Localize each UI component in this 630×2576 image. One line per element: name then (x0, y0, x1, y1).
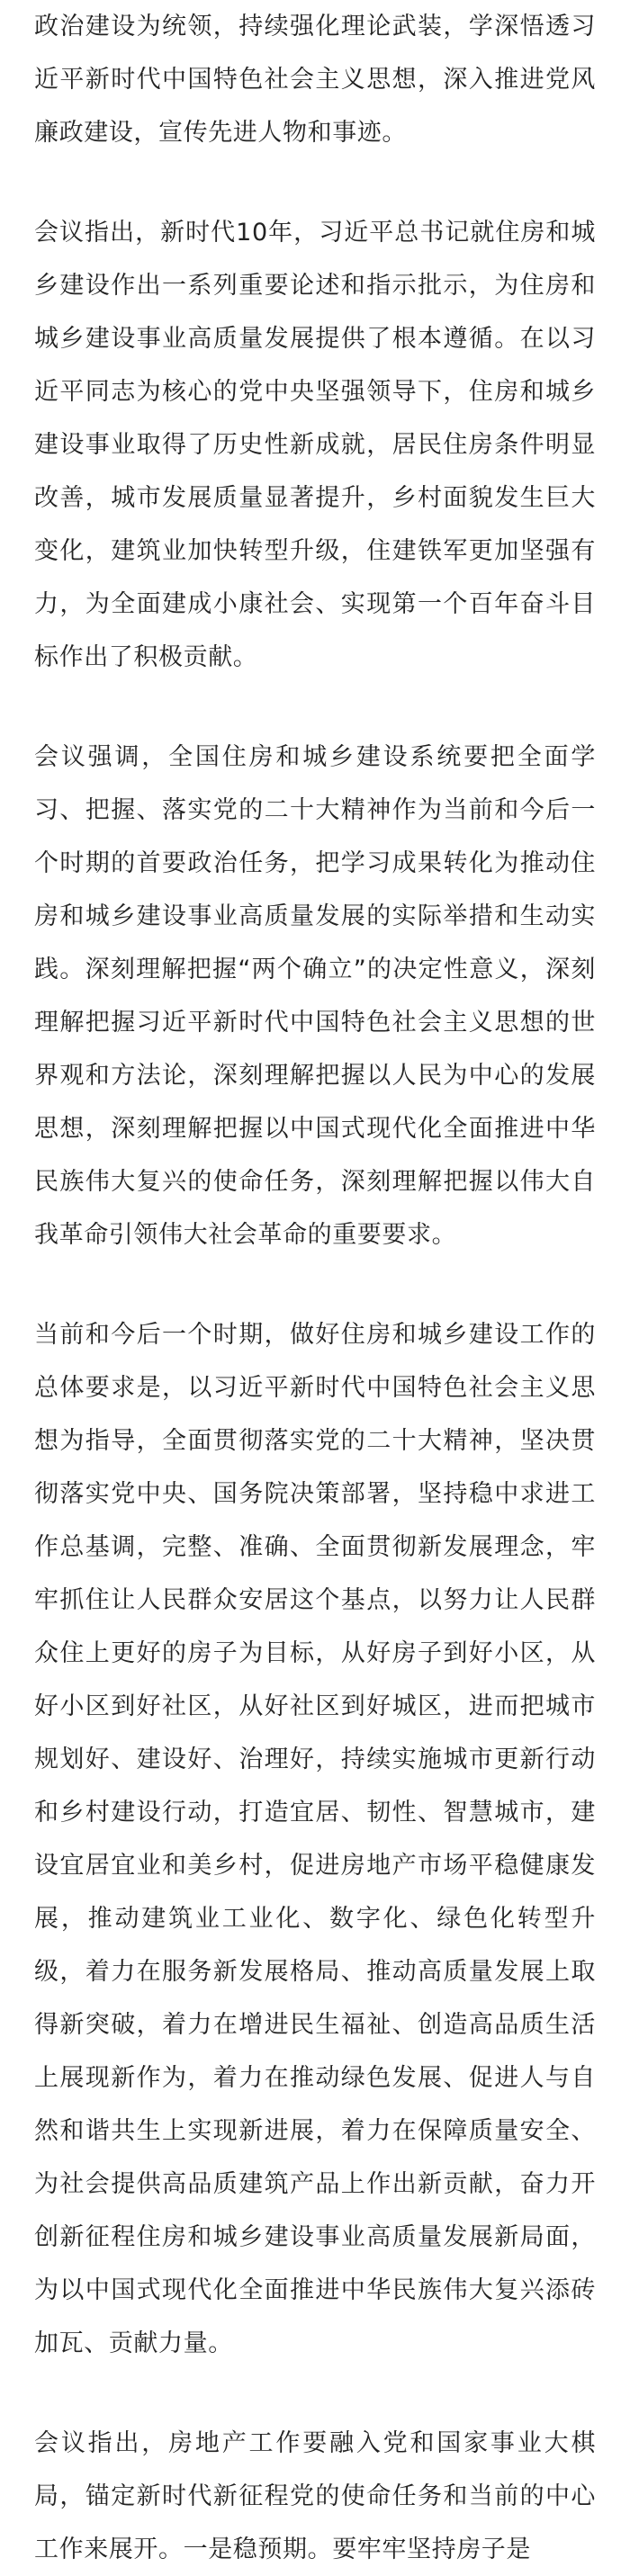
article-paragraph: 会议指出，房地产工作要融入党和国家事业大棋局，锚定新时代新征程党的使命任务和当前的中心工作来展开。一是稳预期。要牢牢坚持房子是 (34, 2429, 596, 2563)
article-paragraph: 会议指出，新时代10年，习近平总书记就住房和城乡建设作出一系列重要论述和指示批示，为住房和城乡建设事业高质量发展提供了根本遵循。在以习近平同志为核心的党中央坚强领导下，住房和城乡建设事业取得了历史性新成就，居民住房条件明显改善，城市发展质量显著提升，乡村面貌发生巨大变化，建筑业加快转型升级，住建铁军更加坚强有力，为全面建成小康社会、实现第一个百年奋斗目标作出了积极贡献。 (34, 219, 596, 671)
article-paragraph: 政治建设为统领，持续强化理论武装，学深悟透习近平新时代中国特色社会主义思想，深入推进党风廉政建设，宣传先进人物和事迹。 (34, 13, 596, 147)
article-paragraph: 会议强调，全国住房和城乡建设系统要把全面学习、把握、落实党的二十大精神作为当前和今后一个时期的首要政治任务，把学习成果转化为推动住房和城乡建设事业高质量发展的实际举措和生动实践。深刻理解把握“两个确立”的决定性意义，深刻理解把握习近平新时代中国特色社会主义思想的世界观和方法论，深刻理解把握以人民为中心的发展思想，深刻理解把握以中国式现代化全面推进中华民族伟大复兴的使命任务，深刻理解把握以伟大自我革命引领伟大社会革命的重要要求。 (34, 743, 596, 1249)
article-paragraph: 当前和今后一个时期，做好住房和城乡建设工作的总体要求是，以习近平新时代中国特色社会主义思想为指导，全面贯彻落实党的二十大精神，坚决贯彻落实党中央、国务院决策部署，坚持稳中求进工作总基调，完整、准确、全面贯彻新发展理念，牢牢抓住让人民群众安居这个基点，以努力让人民群众住上更好的房子为目标，从好房子到好小区，从好小区到好社区，从好社区到好城区，进而把城市规划好、建设好、治理好，持续实施城市更新行动和乡村建设行动，打造宜居、韧性、智慧城市，建设宜居宜业和美乡村，促进房地产市场平稳健康发展，推动建筑业工业化、数字化、绿色化转型升级，着力在服务新发展格局、推动高质量发展上取得新突破，着力在增进民生福祉、创造高品质生活上展现新作为，着力在推动绿色发展、促进人与自然和谐共生上实现新进展，着力在保障质量安全、为社会提供高品质建筑产品上作出新贡献，奋力开创新征程住房和城乡建设事业高质量发展新局面，为以中国式现代化全面推进中华民族伟大复兴添砖加瓦、贡献力量。 (34, 1321, 596, 2357)
